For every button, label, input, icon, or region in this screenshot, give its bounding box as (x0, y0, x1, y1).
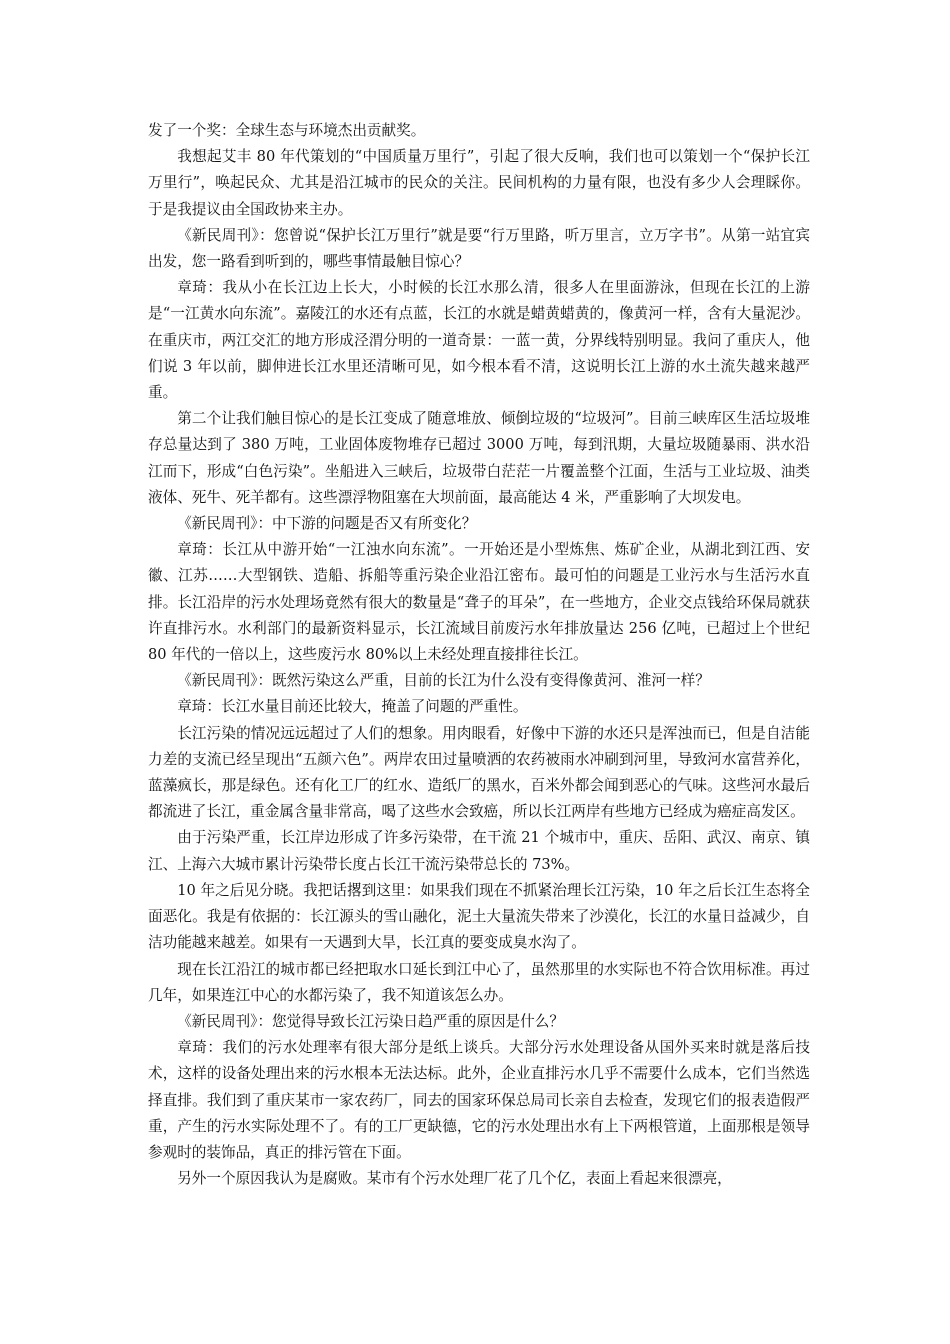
paragraph-6: 《新民周刊》：中下游的问题是否又有所变化？ (177, 515, 477, 533)
paragraph-15: 章琦：我们的污水处理率有很大部分是纸上谈兵。大部分污水处理设备从国外买来时就是落后技术，这样的设备处理出来的污水根本无法达标。此外，企业直排污水几乎不需要什么成本，它们当然选择直排。我们到了重庆某市一家农药厂，同去的国家环保总局司长亲自去检查，发现它们的报表造假严重，产生的污水实际处理不了。有的工厂更缺德，它的污水处理出水有上下两根管道，上面那根是领导参观时的装饰品，真正的排污管在下面。 (148, 1039, 810, 1161)
paragraph-13: 现在长江沿江的城市都已经把取水口延长到江中心了，虽然那里的水实际也不符合饮用标准。再过几年，如果连江中心的水都污染了，我不知道该怎么办。 (148, 960, 810, 1004)
paragraph-10: 长江污染的情况远远超过了人们的想象。用肉眼看，好像中下游的水还只是浑浊而已，但是自洁能力差的支流已经呈现出“五颜六色”。两岸农田过量喷洒的农药被雨水冲刷到河里，导致河水富营养化，蓝藻疯长，那是绿色。还有化工厂的红水、造纸厂的黑水，百米外都会闻到恶心的气味。这些河水最后都流进了长江，重金属含量非常高，喝了这些水会致癌，所以长江两岸有些地方已经成为癌症高发区。 (148, 724, 810, 821)
paragraph-12: 10 年之后见分晓。我把话撂到这里：如果我们现在不抓紧治理长江污染，10 年之后长江生态将全面恶化。我是有依据的：长江源头的雪山融化，泥土大量流失带来了沙漠化，长江的水量日益减少，自洁功能越来越差。如果有一天遇到大旱，长江真的要变成臭水沟了。 (148, 881, 810, 952)
paragraph-3: 《新民周刊》：您曾说“保护长江万里行”就是要“行万里路，听万里言，立万字书”。从第一站宜宾出发，您一路看到听到的，哪些事情最触目惊心？ (148, 226, 810, 271)
paragraph-8: 《新民周刊》：既然污染这么严重，目前的长江为什么没有变得像黄河、淮河一样？ (177, 672, 710, 690)
paragraph-1: 发了一个奖：全球生态与环境杰出贡献奖。 (148, 122, 426, 139)
paragraph-4: 章琦：我从小在长江边上长大，小时候的长江水那么清，很多人在里面游泳，但现在长江的上游是“一江黄水向东流”。嘉陵江的水还有点蓝，长江的水就是蜡黄蜡黄的，像黄河一样，含有大量泥沙。在重庆市，两江交汇的地方形成泾渭分明的一道奇景：一蓝一黄，分界线特别明显。我问了重庆人，他们说 3 年以前，脚伸进长江水里还清晰可见，如今根本看不清，这说明长江上游的水土流失越来越严重。 (148, 279, 810, 402)
paragraph-16: 另外一个原因我认为是腐败。某市有个污水处理厂花了几个亿，表面上看起来很漂亮， (177, 1170, 732, 1188)
paragraph-7: 章琦：长江从中游开始“一江浊水向东流”。一开始还是小型炼焦、炼矿企业，从湖北到江西、安徽、江苏……大型钢铁、造船、拆船等重污染企业沿江密布。最可怕的问题是工业污水与生活污水直排。长江沿岸的污水处理场竟然有很大的数量是“聋子的耳朵”，在一些地方，企业交点钱给环保局就获许直排污水。水利部门的最新资料显示，长江流域目前废污水年排放量达 256 亿吨，已超过上个世纪 80 年代的一倍以上，这些废污水 80%以上未经处理直接排往长江。 (148, 541, 810, 664)
paragraph-5: 第二个让我们触目惊心的是长江变成了随意堆放、倾倒垃圾的“垃圾河”。目前三峡库区生活垃圾堆存总量达到了 380 万吨，工业固体废物堆存已超过 3000 万吨，每到汛期，大量垃圾随暴雨、洪水沿江而下，形成“白色污染”。坐船进入三峡后，垃圾带白茫茫一片覆盖整个江面，生活与工业垃圾、油类液体、死牛、死羊都有。这些漂浮物阻塞在大坝前面，最高能达 4 米，严重影响了大坝发电。 (148, 410, 810, 506)
paragraph-9: 章琦：长江水量目前还比较大，掩盖了问题的严重性。 (177, 698, 528, 716)
paragraph-2: 我想起艾丰 80 年代策划的“中国质量万里行”，引起了很大反响，我们也可以策划一个“保护长江万里行”，唤起民众、尤其是沿江城市的民众的关注。民间机构的力量有限，也没有多少人会理睬你。于是我提议由全国政协来主办。 (148, 148, 810, 218)
paragraph-11: 由于污染严重，长江岸边形成了许多污染带，在干流 21 个城市中，重庆、岳阳、武汉、南京、镇江、上海六大城市累计污染带长度占长江干流污染带总长的 73%。 (148, 829, 810, 873)
paragraph-14: 《新民周刊》：您觉得导致长江污染日趋严重的原因是什么？ (177, 1012, 564, 1030)
document-body (148, 118, 810, 1192)
